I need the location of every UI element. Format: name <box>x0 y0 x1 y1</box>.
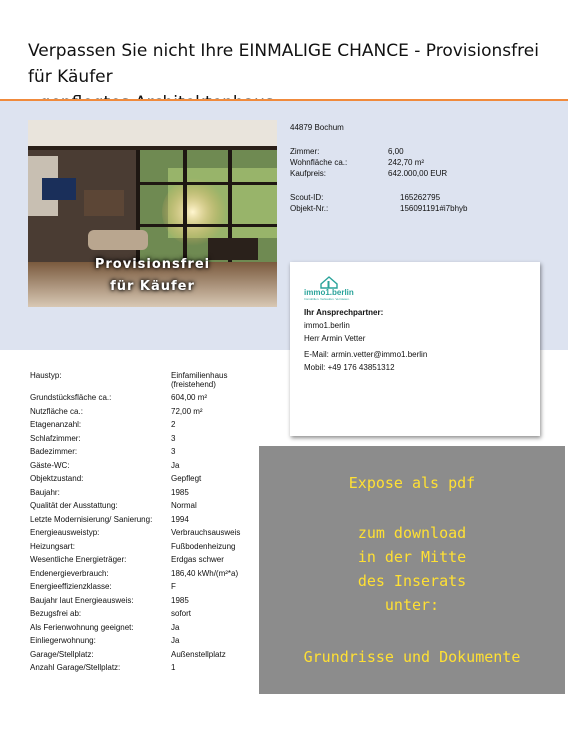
detail-value: Einfamilienhaus (freistehend) <box>171 371 228 389</box>
pdf-download-notice <box>259 446 565 694</box>
notice-line2: zum download <box>357 524 467 542</box>
detail-label: Einliegerwohnung: <box>30 636 96 645</box>
detail-value: 604,00 m² <box>171 393 208 402</box>
photo-overlay-line2: für Käufer <box>110 279 195 294</box>
contact-phone[interactable]: Mobil: +49 176 43851312 <box>304 363 395 372</box>
detail-value: 3 <box>171 447 176 456</box>
detail-label: Baujahr laut Energieausweis: <box>30 595 134 605</box>
detail-value: Außenstellplatz <box>171 649 226 659</box>
detail-label: Badezimmer: <box>30 447 78 456</box>
contact-company: immo1.berlin <box>304 321 350 330</box>
detail-value: 1985 <box>171 595 189 605</box>
living-area-value: 242,70 m² <box>388 158 425 167</box>
detail-label: Wesentliche Energieträger: <box>30 555 127 564</box>
contact-card <box>290 262 540 436</box>
detail-value: F <box>171 582 176 591</box>
page-title-line1: Verpassen Sie nicht Ihre EINMALIGE CHANCE - Provisionsfrei für Käufer <box>28 41 539 87</box>
logo-text: immo1.berlin <box>304 288 354 297</box>
detail-label: Grundstücksfläche ca.: <box>30 393 112 402</box>
notice-line3: in der Mitte <box>357 548 467 566</box>
detail-value: 72,00 m² <box>171 406 203 416</box>
detail-label: Baujahr: <box>30 487 60 497</box>
contact-email[interactable]: E-Mail: armin.vetter@immo1.berlin <box>304 350 428 359</box>
detail-value: Gepflegt <box>171 474 202 483</box>
detail-label: Letzte Modernisierung/ Sanierung: <box>30 514 153 524</box>
notice-line4: des Inserats <box>357 572 467 590</box>
object-nr-value: 156091191#i7bhyb <box>400 204 468 213</box>
company-logo[interactable] <box>304 274 364 300</box>
object-nr-label: Objekt-Nr.: <box>290 204 329 213</box>
detail-value: Ja <box>171 460 180 470</box>
contact-heading: Ihr Ansprechpartner: <box>304 308 384 317</box>
detail-value: 1 <box>171 663 176 672</box>
detail-value: Normal <box>171 501 197 510</box>
detail-label: Endenergieverbrauch: <box>30 568 109 578</box>
notice-line5: unter: <box>384 596 440 614</box>
detail-value: 1994 <box>171 514 189 524</box>
detail-value: 3 <box>171 433 176 443</box>
detail-label: Energieeffizienzklasse: <box>30 582 112 591</box>
living-area-label: Wohnfläche ca.: <box>290 158 348 167</box>
detail-label: Objektzustand: <box>30 474 84 483</box>
detail-value: Ja <box>171 622 180 632</box>
detail-label: Schlafzimmer: <box>30 433 81 443</box>
detail-label: Bezugsfrei ab: <box>30 609 82 618</box>
detail-label: Qualität der Ausstattung: <box>30 501 118 510</box>
location: 44879 Bochum <box>290 123 344 132</box>
contact-person: Herr Armin Vetter <box>304 334 366 343</box>
detail-value: Ja <box>171 636 180 645</box>
detail-value: 1985 <box>171 487 189 497</box>
photo-overlay-line1: Provisionsfrei <box>94 257 211 272</box>
scout-id-value: 165262795 <box>400 193 441 202</box>
notice-line6: Grundrisse und Dokumente <box>303 648 521 666</box>
logo-tagline: Immobilien. Verkaufen. Vermieten. <box>304 297 350 301</box>
price-value: 642.000,00 EUR <box>388 169 448 178</box>
rooms-value: 6,00 <box>388 147 404 156</box>
detail-label: Als Ferienwohnung geeignet: <box>30 622 134 632</box>
detail-label: Garage/Stellplatz: <box>30 649 94 659</box>
detail-value: 186,40 kWh/(m²*a) <box>171 568 239 578</box>
detail-label: Anzahl Garage/Stellplatz: <box>30 663 121 672</box>
detail-label: Energieausweistyp: <box>30 528 100 537</box>
detail-value: Erdgas schwer <box>171 555 224 564</box>
property-photo <box>28 120 277 307</box>
detail-value: sofort <box>171 609 192 618</box>
rooms-label: Zimmer: <box>290 147 320 156</box>
detail-value: 2 <box>171 420 176 429</box>
detail-label: Etagenanzahl: <box>30 420 82 429</box>
detail-value: Fußbodenheizung <box>171 541 236 551</box>
detail-label: Nutzfläche ca.: <box>30 406 83 416</box>
detail-value: Verbrauchsausweis <box>171 528 241 537</box>
price-label: Kaufpreis: <box>290 169 327 178</box>
scout-id-label: Scout-ID: <box>290 193 324 202</box>
detail-label: Haustyp: <box>30 371 62 380</box>
detail-label: Gäste-WC: <box>30 460 70 470</box>
detail-label: Heizungsart: <box>30 541 75 551</box>
notice-line1: Expose als pdf <box>348 474 476 492</box>
